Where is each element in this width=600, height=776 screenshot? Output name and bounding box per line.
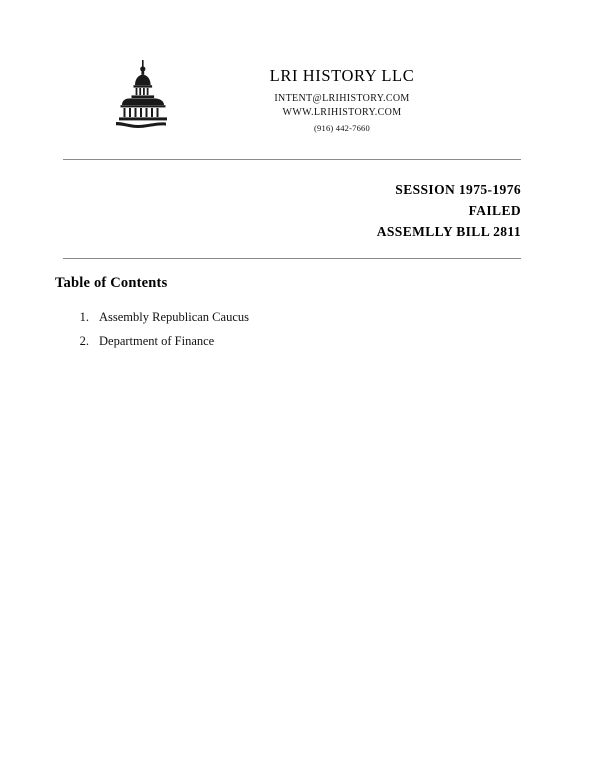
list-item-label: Assembly Republican Caucus <box>99 310 249 324</box>
session-block <box>377 179 521 242</box>
list-item[interactable] <box>63 329 483 353</box>
bill-line: ASSEMLLY BILL 2811 <box>376 224 521 239</box>
table-of-contents-list <box>63 305 483 353</box>
table-of-contents-title: Table of Contents <box>55 275 168 291</box>
list-item-number: 2. <box>79 334 89 348</box>
list-item[interactable] <box>63 305 483 329</box>
list-item-label: Department of Finance <box>99 334 215 348</box>
session-line: SESSION 1975-1976 <box>395 182 521 197</box>
org-website: WWW.LRIHISTORY.COM <box>282 107 402 118</box>
divider-top <box>63 159 521 160</box>
capitol-dome-icon <box>108 58 178 138</box>
org-phone: (916) 442-7660 <box>314 123 370 133</box>
letterhead <box>0 58 600 138</box>
org-name: LRI HISTORY LLC <box>269 66 415 85</box>
org-email: INTENT@LRIHISTORY.COM <box>274 93 410 104</box>
divider-bottom <box>63 258 521 259</box>
org-info <box>192 58 492 133</box>
list-item-number: 1. <box>79 310 89 324</box>
status-line: FAILED <box>468 203 521 218</box>
